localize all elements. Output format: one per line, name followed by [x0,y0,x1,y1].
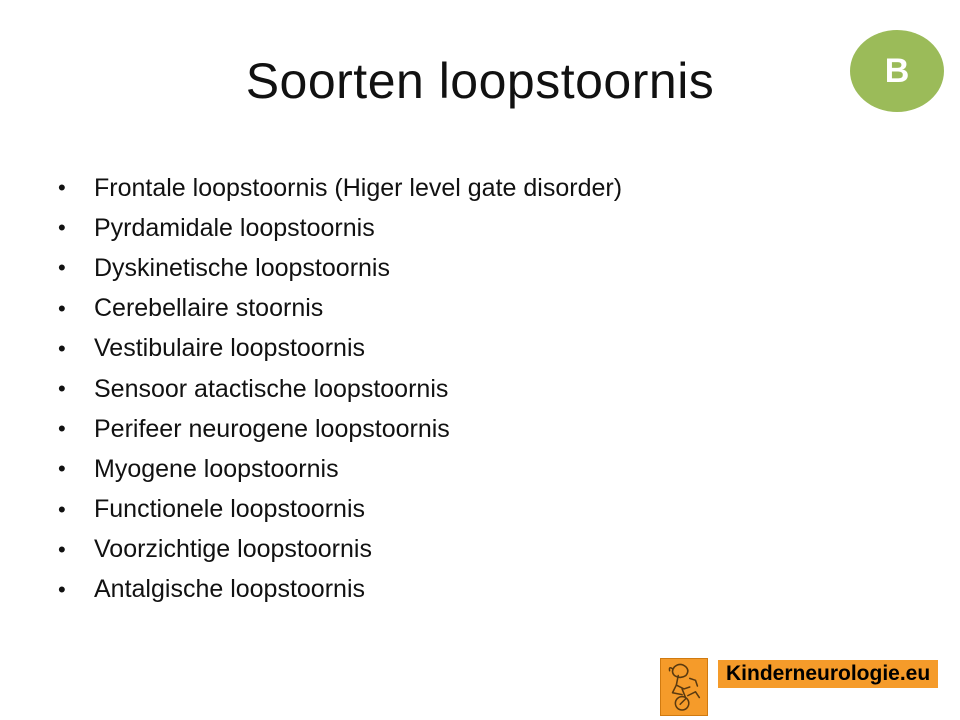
list-item-text: Myogene loopstoornis [94,454,339,483]
list-item [58,570,622,610]
list-item-text: Dyskinetische loopstoornis [94,253,390,282]
bullet-icon: • [58,416,66,442]
list-item [58,530,622,570]
slide-title: Soorten loopstoornis [245,53,715,109]
list-item-text: Vestibulaire loopstoornis [94,334,365,363]
bullet-list [58,168,622,610]
list-item [58,490,622,530]
list-item-text: Cerebellaire stoornis [94,294,324,323]
list-item-text: Functionele loopstoornis [94,495,365,524]
bullet-icon: • [58,456,66,482]
list-item [58,449,622,489]
section-badge [850,30,944,112]
section-badge-label: B [884,51,910,90]
list-item-text: Perifeer neurogene loopstoornis [94,414,450,443]
list-item [58,208,622,248]
list-item [58,329,622,369]
bullet-icon: • [58,255,66,281]
bullet-icon: • [58,215,66,241]
bullet-icon: • [58,576,66,602]
bullet-icon: • [58,536,66,562]
list-item [58,248,622,288]
list-item [58,168,622,208]
list-item-text: Pyrdamidale loopstoornis [94,213,375,242]
list-item [58,369,622,409]
list-item [58,409,622,449]
child-wheelchair-icon [660,658,708,716]
list-item [58,289,622,329]
bullet-icon: • [58,496,66,522]
bullet-icon: • [58,175,66,201]
list-item-text: Frontale loopstoornis (Higer level gate disorder) [94,173,623,202]
bullet-icon: • [58,335,66,361]
list-item-text: Voorzichtige loopstoornis [94,535,372,564]
bullet-icon: • [58,295,66,321]
bullet-icon: • [58,376,66,402]
list-item-text: Antalgische loopstoornis [94,575,365,604]
list-item-text: Sensoor atactische loopstoornis [94,374,449,403]
site-logo-label: Kinderneurologie.eu [718,660,938,688]
